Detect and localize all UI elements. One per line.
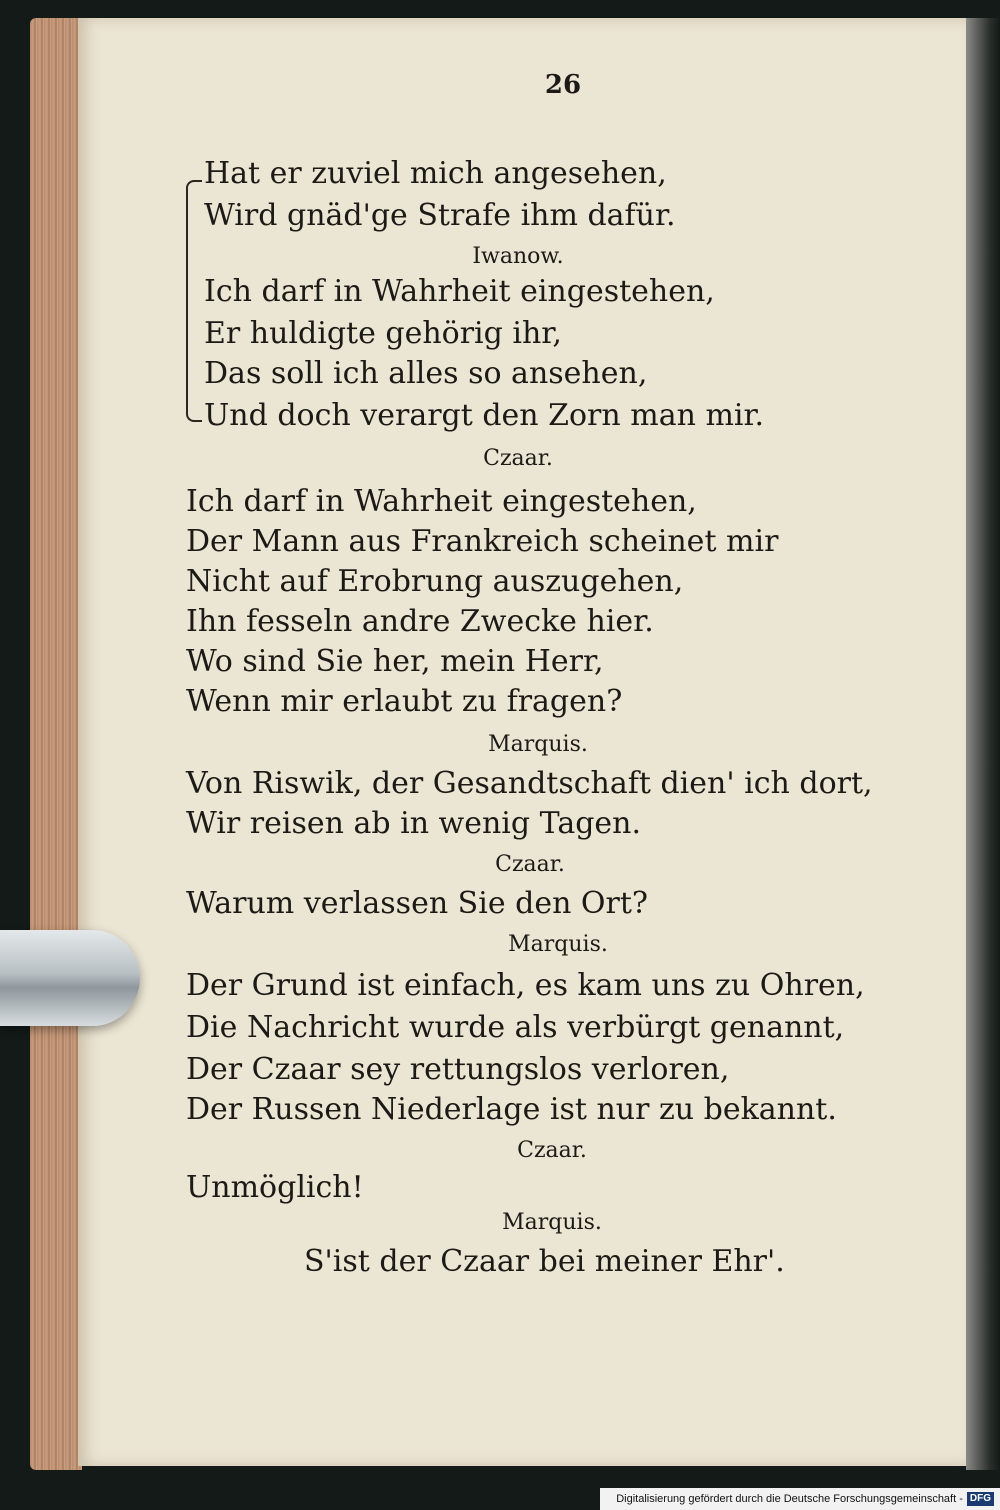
dfg-logo: DFG xyxy=(967,1492,994,1506)
verse-line: Ihn fesseln andre Zwecke hier. xyxy=(186,604,654,639)
page-text xyxy=(78,18,966,1466)
verse-line: Die Nachricht wurde als verbürgt genannt, xyxy=(186,1010,845,1045)
speaker-name: Marquis. xyxy=(502,1210,602,1235)
verse-line: Wird gnäd'ge Strafe ihm dafür. xyxy=(204,198,676,233)
verse-line: Ich darf in Wahrheit eingestehen, xyxy=(204,274,715,309)
speaker-name: Marquis. xyxy=(508,932,608,957)
verse-line: Wo sind Sie her, mein Herr, xyxy=(186,644,604,679)
verse-line: Warum verlassen Sie den Ort? xyxy=(186,886,649,921)
credit-text: Digitalisierung gefördert durch die Deutsche Forschungsgemeinschaft - xyxy=(616,1493,963,1505)
speaker-name: Marquis. xyxy=(488,732,588,757)
verse-line: Nicht auf Erobrung auszugehen, xyxy=(186,564,684,599)
verse-line: Der Czaar sey rettungslos verloren, xyxy=(186,1052,730,1087)
verse-line: S'ist der Czaar bei meiner Ehr'. xyxy=(304,1244,785,1279)
verse-line: Der Grund ist einfach, es kam uns zu Ohren, xyxy=(186,968,865,1003)
verse-line: Unmöglich! xyxy=(186,1170,364,1205)
verse-line: Wenn mir erlaubt zu fragen? xyxy=(186,684,623,719)
page-number: 26 xyxy=(544,70,582,100)
page-gutter-shadow xyxy=(966,18,1000,1470)
verse-line: Der Mann aus Frankreich scheinet mir xyxy=(186,524,779,559)
page-clip xyxy=(0,930,140,1026)
book-page xyxy=(78,18,966,1466)
verse-bracket xyxy=(186,180,202,422)
verse-line: Von Riswik, der Gesandtschaft dien' ich dort, xyxy=(186,766,873,801)
speaker-name: Czaar. xyxy=(495,852,565,877)
speaker-name: Czaar. xyxy=(483,446,553,471)
page-edge-stack xyxy=(30,18,82,1470)
verse-line: Der Russen Niederlage ist nur zu bekannt. xyxy=(186,1092,837,1127)
verse-line: Hat er zuviel mich angesehen, xyxy=(204,156,667,191)
verse-line: Das soll ich alles so ansehen, xyxy=(204,356,648,391)
verse-line: Ich darf in Wahrheit eingestehen, xyxy=(186,484,697,519)
speaker-name: Iwanow. xyxy=(472,244,564,269)
verse-line: Er huldigte gehörig ihr, xyxy=(204,316,562,351)
digitization-credit xyxy=(600,1488,1000,1510)
verse-line: Und doch verargt den Zorn man mir. xyxy=(204,398,765,433)
speaker-name: Czaar. xyxy=(517,1138,587,1163)
verse-line: Wir reisen ab in wenig Tagen. xyxy=(186,806,642,841)
